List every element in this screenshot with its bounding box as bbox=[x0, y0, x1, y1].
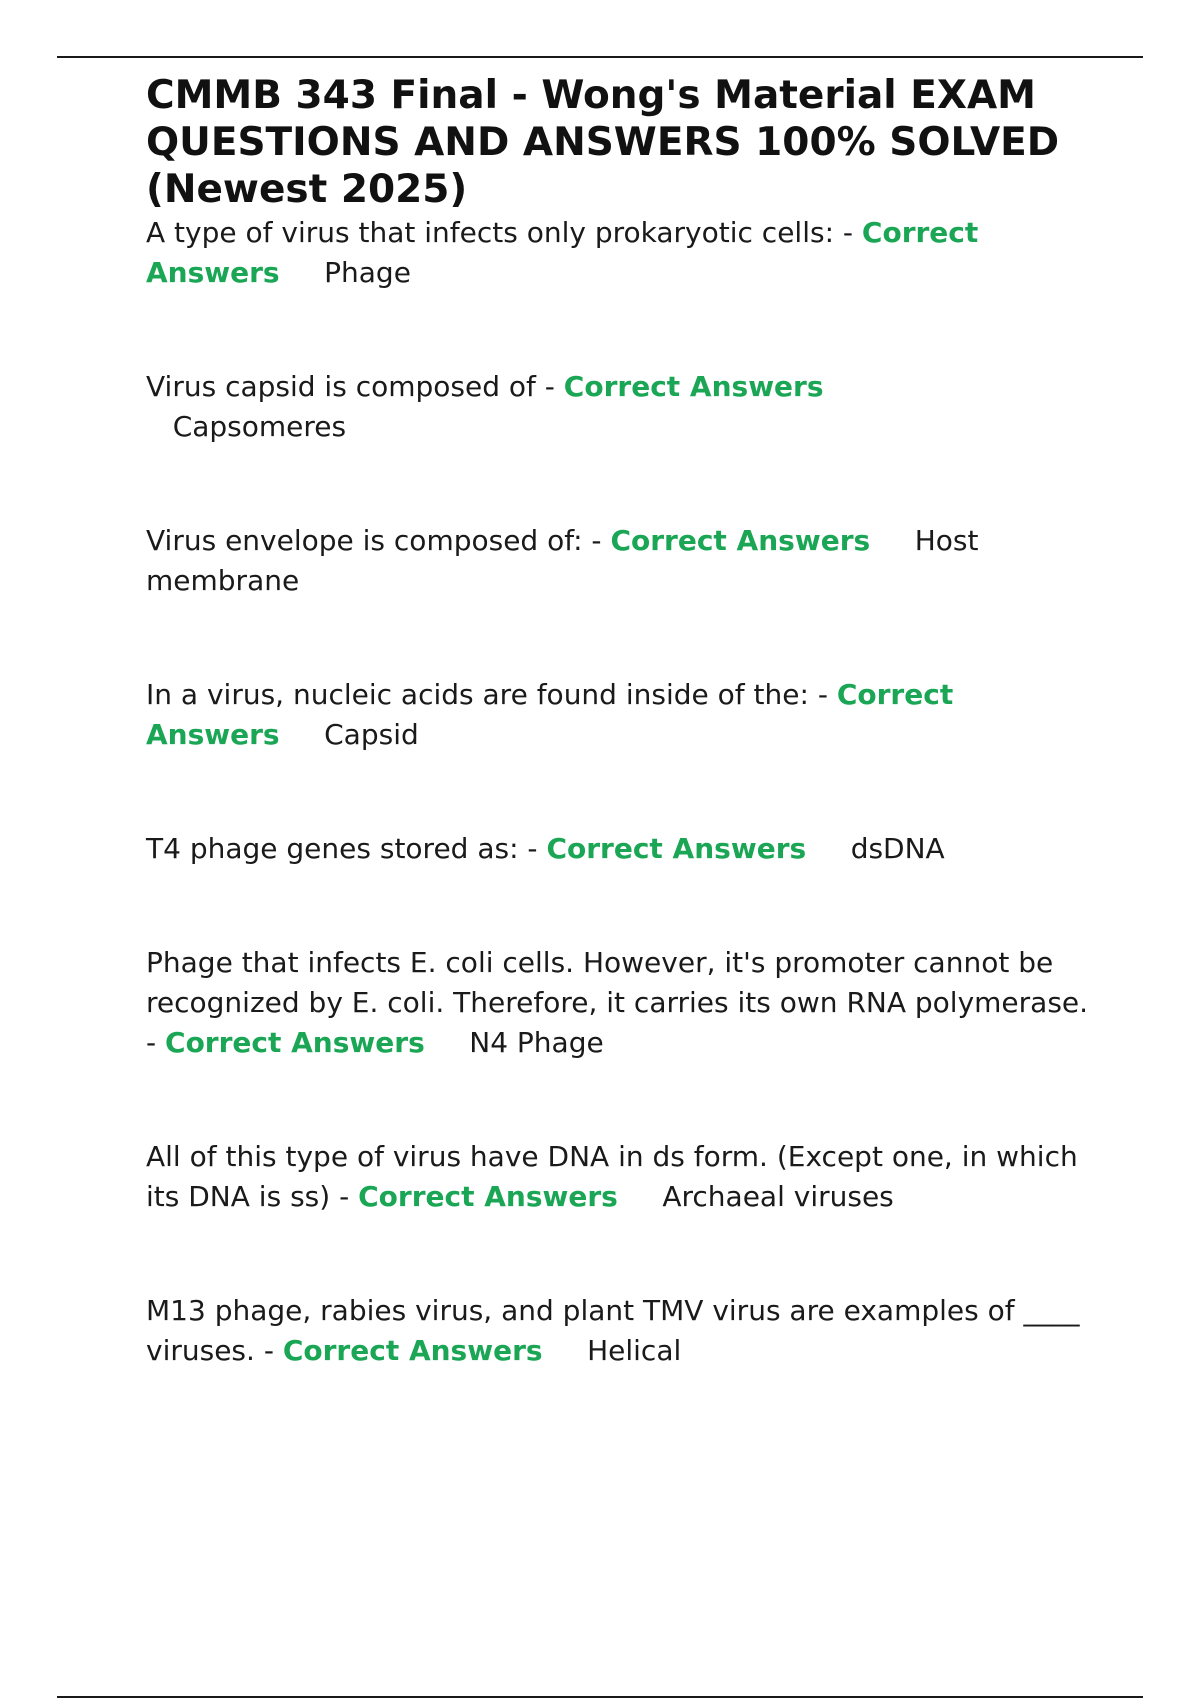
question-text: In a virus, nucleic acids are found inside of the: bbox=[146, 678, 809, 711]
correct-answers-label: Correct Answers bbox=[146, 216, 989, 289]
qa-item: All of this type of virus have DNA in ds form. (Except one, in which its DNA is ss) - Correct Answers Archaeal viruses bbox=[146, 1140, 1087, 1213]
qa-item: M13 phage, rabies virus, and plant TMV virus are examples of ____ viruses. - Correct Answers Helical bbox=[146, 1294, 1089, 1367]
correct-answers-label: Correct Answers bbox=[563, 370, 824, 403]
document-body bbox=[146, 72, 1097, 1371]
question-text: M13 phage, rabies virus, and plant TMV virus are examples of ____ viruses. bbox=[146, 1294, 1089, 1367]
answer-text: Helical bbox=[587, 1334, 682, 1367]
correct-answers-label: Correct Answers bbox=[146, 678, 963, 751]
correct-answers-label: Correct Answers bbox=[282, 1334, 543, 1367]
question-text: Phage that infects E. coli cells. However, it's promoter cannot be recognized by E. coli. Therefore, it carries its own RNA polymerase. bbox=[146, 946, 1089, 1019]
qa-item: In a virus, nucleic acids are found inside of the: - Correct Answers Capsid bbox=[146, 678, 963, 751]
top-rule bbox=[57, 56, 1143, 58]
question-text: T4 phage genes stored as: bbox=[146, 832, 519, 865]
correct-answers-label: Correct Answers bbox=[165, 1026, 425, 1059]
question-text: Virus capsid is composed of bbox=[146, 370, 536, 403]
document-title: CMMB 343 Final - Wong's Material EXAM QUESTIONS AND ANSWERS 100% SOLVED (Newest 2025) bbox=[146, 73, 1060, 212]
answer-text: dsDNA bbox=[850, 832, 945, 865]
answer-text: Phage bbox=[324, 256, 411, 289]
correct-answers-label: Correct Answers bbox=[358, 1180, 618, 1213]
question-text: A type of virus that infects only prokaryotic cells: bbox=[146, 216, 834, 249]
question-text: All of this type of virus have DNA in ds form. (Except one, in which its DNA is ss) bbox=[146, 1140, 1087, 1213]
qa-item: Virus envelope is composed of: - Correct Answers Host membrane bbox=[146, 524, 988, 597]
qa-item: Phage that infects E. coli cells. However, it's promoter cannot be recognized by E. coli. Therefore, it carries its own RNA polymerase. - Correct Answers N4 Phage bbox=[146, 946, 1097, 1059]
bottom-rule bbox=[57, 1696, 1143, 1698]
qa-item: A type of virus that infects only prokaryotic cells: - Correct Answers Phage bbox=[146, 216, 989, 289]
answer-text: Host membrane bbox=[146, 524, 988, 597]
answer-text: N4 Phage bbox=[469, 1026, 604, 1059]
qa-item: T4 phage genes stored as: - Correct Answers dsDNA bbox=[146, 832, 945, 865]
question-text: Virus envelope is composed of: bbox=[146, 524, 583, 557]
answer-text: Capsid bbox=[324, 718, 419, 751]
correct-answers-label: Correct Answers bbox=[610, 524, 871, 557]
answer-text: Capsomeres bbox=[172, 410, 347, 443]
answer-text: Archaeal viruses bbox=[662, 1180, 894, 1213]
qa-item: Virus capsid is composed of - Correct Answers Capsomeres bbox=[146, 370, 824, 443]
correct-answers-label: Correct Answers bbox=[546, 832, 807, 865]
